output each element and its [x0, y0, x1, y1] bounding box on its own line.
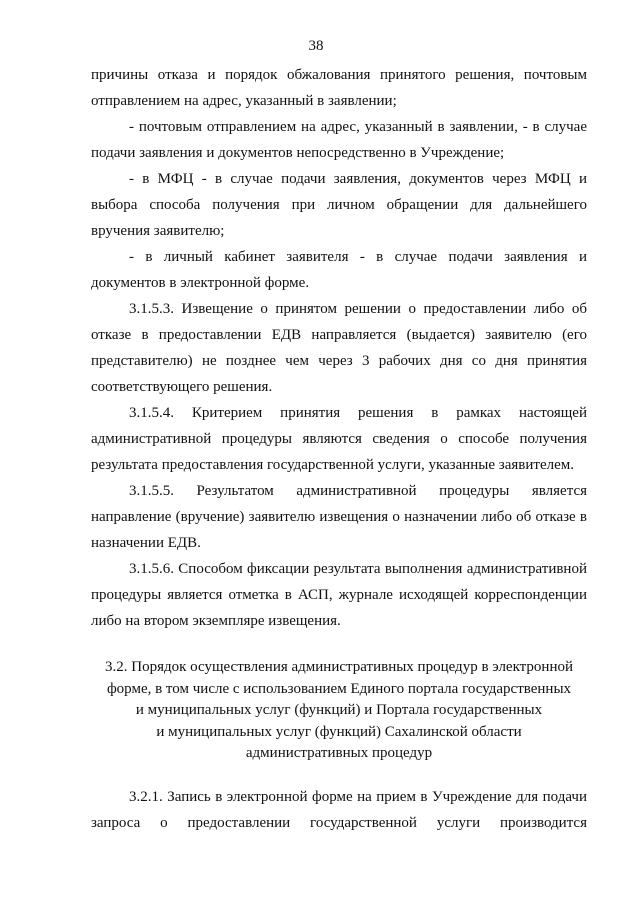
paragraph: - в личный кабинет заявителя - в случае подачи заявления и документов в электронной форме.	[91, 249, 587, 291]
section-heading-line: 3.2. Порядок осуществления административных процедур в электронной	[104, 659, 573, 675]
paragraph: 3.1.5.5. Результатом административной процедуры является направление (вручение) заявителю извещения о назначении либо об отказе в назначении ЕДВ.	[91, 483, 587, 551]
section-heading-line: и муниципальных услуг (функций) Сахалинской области	[156, 723, 522, 740]
document-tail	[91, 784, 587, 836]
paragraph: 3.1.5.6. Способом фиксации результата выполнения административной процедуры является отметка в АСП, журнале исходящей корреспонденции либо на втором экземпляре извещения.	[91, 561, 587, 629]
section-heading-line: и муниципальных услуг (функций) и Портала государственных	[135, 702, 543, 718]
document-body	[91, 62, 587, 634]
section-heading	[91, 657, 587, 765]
page-number: 38	[308, 38, 324, 54]
paragraph: 3.1.5.3. Извещение о принятом решении о предоставлении либо об отказе в предоставлении ЕДВ направляется (выдается) заявителю (его представителю) не позднее чем через 3 рабочих дня со дня принятия соответствующего решения.	[91, 301, 587, 395]
paragraph: - в МФЦ - в случае подачи заявления, документов через МФЦ и выбора способа получения при личном обращении для дальнейшего вручения заявителю;	[91, 171, 587, 239]
paragraph: 3.2.1. Запись в электронной форме на прием в Учреждение для подачи запроса о предоставлении государственной услуги производится	[91, 789, 587, 831]
paragraph: 3.1.5.4. Критерием принятия решения в рамках настоящей административной процедуры являются сведения о способе получения результата предоставления государственной услуги, указанные заявителем.	[91, 405, 587, 473]
paragraph: причины отказа и порядок обжалования принятого решения, почтовым отправлением на адрес, указанный в заявлении;	[91, 67, 587, 109]
section-heading-line: форме, в том числе с использованием Единого портала государственных	[106, 680, 572, 697]
section-heading-line: административных процедур	[245, 745, 433, 761]
paragraph: - почтовым отправлением на адрес, указанный в заявлении, - в случае подачи заявления и документов непосредственно в Учреждение;	[91, 119, 587, 161]
